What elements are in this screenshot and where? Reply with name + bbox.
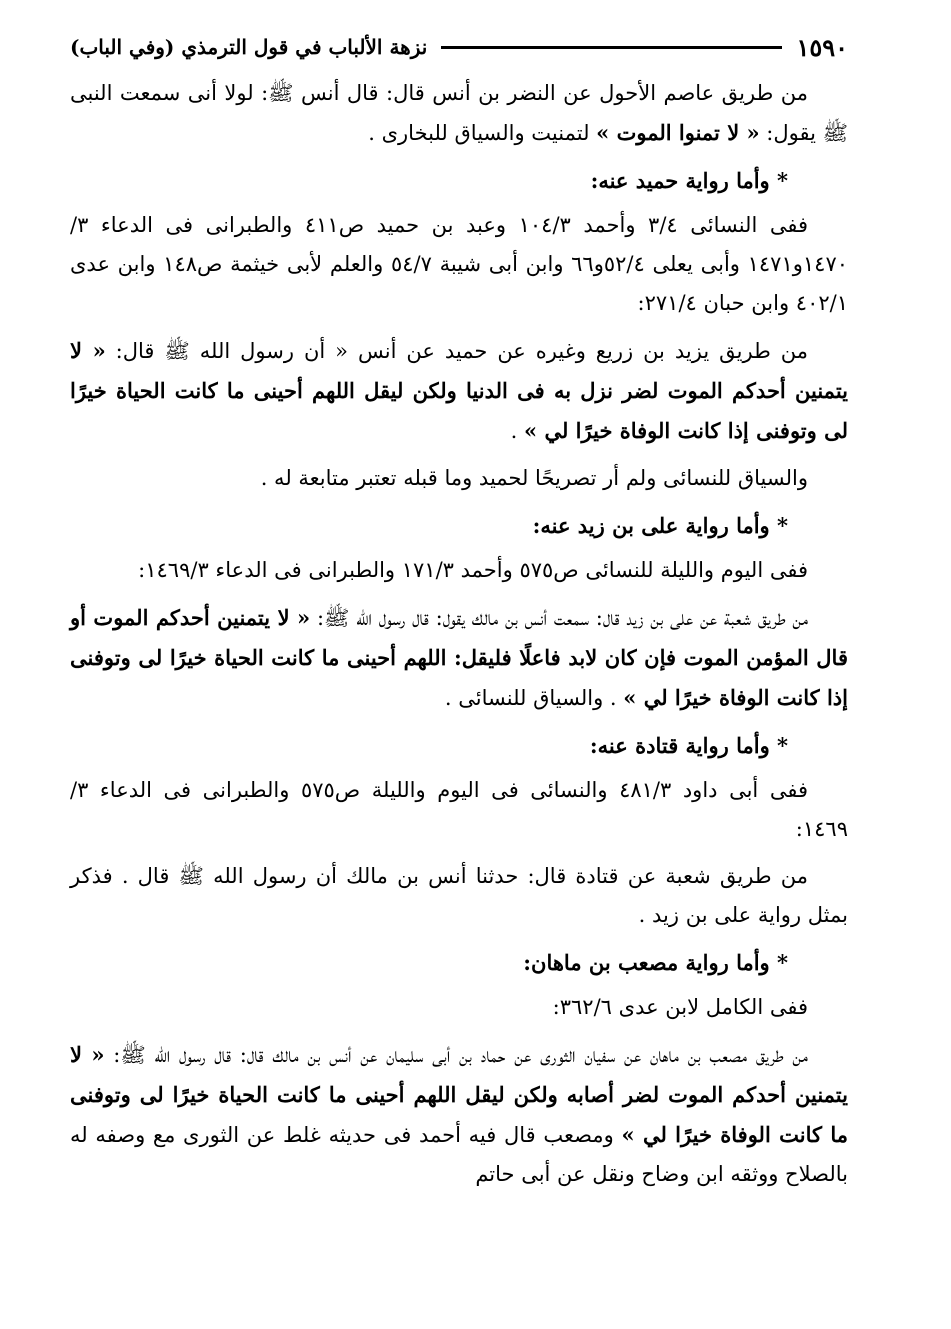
section-heading-qatada-text: وأما رواية قتادة عنه:	[589, 733, 778, 758]
section-heading-humaid	[70, 161, 848, 200]
page-body	[70, 74, 848, 1194]
section-heading-musab-text: وأما رواية مصعب بن ماهان:	[523, 950, 778, 975]
paragraph-4	[70, 459, 848, 498]
paragraph-10-tail: ومصعب قال فيه أحمد فى حديثه غلط عن الثورى مع وصفه له بالصلاح ووثقه ابن وضاح ونقل عن أبى حاتم	[70, 1123, 848, 1186]
paragraph-6-quote: « لا يتمنين أحدكم الموت أو قال المؤمن الموت فإن كان لابد فاعلًا فليقل: اللهم أحينى ما كانت الحياة خيرًا لى وتوفنى إذا كانت الوفاة خيرًا لي »	[70, 605, 848, 710]
paragraph-4-text: والسياق للنسائى ولم أر تصريحًا لحميد وما قبله تعتبر متابعة له .	[260, 466, 808, 490]
paragraph-2	[70, 206, 848, 323]
paragraph-6-tail: . والسياق للنسائى .	[444, 686, 624, 710]
paragraph-6	[70, 598, 848, 718]
paragraph-3-text: من طريق يزيد بن زريع وغيره عن حميد عن أنس « أن رسول الله ﷺ قال:	[105, 339, 808, 363]
paragraph-10-text: من طريق مصعب بن ماهان عن سفيان الثورى عن حماد بن أبى سليمان عن أنس بن مالك قال: قال رسول الله ﷺ:	[104, 1043, 808, 1067]
paragraph-5-text: ففى اليوم والليلة للنسائى ص٥٧٥ وأحمد ١٧١/٣ والطبرانى فى الدعاء ١٤٦٩/٣:	[138, 558, 808, 582]
paragraph-6-text: من طريق شعبة عن على بن زيد قال: سمعت أنس بن مالك يقول: قال رسول الله ﷺ:	[310, 606, 809, 630]
book-page	[70, 30, 848, 1310]
section-heading-musab	[70, 943, 848, 982]
running-title: نزهة الألباب في قول الترمذي (وفي الباب)	[70, 35, 428, 59]
page-number: ١٥٩٠	[796, 32, 848, 62]
paragraph-3	[70, 331, 848, 451]
section-heading-humaid-text: وأما رواية حميد عنه:	[590, 168, 778, 193]
section-heading-ali-bin-zaid	[70, 506, 848, 545]
paragraph-10	[70, 1035, 848, 1194]
paragraph-9-text: ففى الكامل لابن عدى ٣٦٢/٦:	[552, 995, 808, 1019]
paragraph-7-text: ففى أبى داود ٤٨١/٣ والنسائى فى اليوم والليلة ص٥٧٥ والطبرانى فى الدعاء ٣/ ١٤٦٩:	[70, 778, 848, 841]
paragraph-5	[70, 551, 848, 590]
paragraph-8-text: من طريق شعبة عن قتادة قال: حدثنا أنس بن مالك أن رسول الله ﷺ قال . فذكر بمثل رواية على بن زيد .	[70, 864, 848, 927]
heading-star: *	[777, 513, 788, 538]
heading-star: *	[777, 733, 788, 758]
heading-star: *	[777, 168, 788, 193]
paragraph-7	[70, 771, 848, 849]
paragraph-9	[70, 988, 848, 1027]
section-heading-qatada	[70, 726, 848, 765]
paragraph-3-quote: « لا يتمنين أحدكم الموت لضر نزل به فى الدنيا ولكن ليقل اللهم أحينى ما كانت الحياة خيرًا لى وتوفنى إذا كانت الوفاة خيرًا لي »	[70, 338, 848, 443]
paragraph-10-quote: « لا يتمنين أحدكم الموت لضر أصابه ولكن ليقل اللهم أحينى ما كانت الحياة خيرًا لى وتوفنى ما كانت الوفاة خيرًا لي »	[70, 1042, 848, 1147]
header-rule	[441, 46, 782, 49]
section-heading-ali-bin-zaid-text: وأما رواية على بن زيد عنه:	[532, 513, 778, 538]
page-header	[70, 30, 848, 64]
paragraph-1	[70, 74, 848, 153]
paragraph-3-tail: .	[510, 419, 525, 443]
paragraph-1-quote: « لا تمنوا الموت »	[596, 120, 760, 145]
heading-star: *	[777, 950, 788, 975]
paragraph-8	[70, 857, 848, 935]
paragraph-2-text: ففى النسائى ٣/٤ وأحمد ١٠٤/٣ وعبد بن حميد ص٤١١ والطبرانى فى الدعاء ٣/ ١٤٧٠و١٤٧١ وأبى يعلى ٥٢/٤و٦٦ وابن أبى شيبة ٥٤/٧ والعلم لأبى خيثمة ص١٤٨ وابن عدى ٤٠٢/١ وابن حبان ٢٧١/٤:	[70, 213, 849, 315]
paragraph-1-text: من طريق عاصم الأحول عن النضر بن أنس قال: قال أنس ﷺ: لولا أنى سمعت النبى ﷺ يقول:	[70, 81, 848, 145]
paragraph-1-tail: لتمنيت والسياق للبخارى .	[368, 121, 597, 145]
